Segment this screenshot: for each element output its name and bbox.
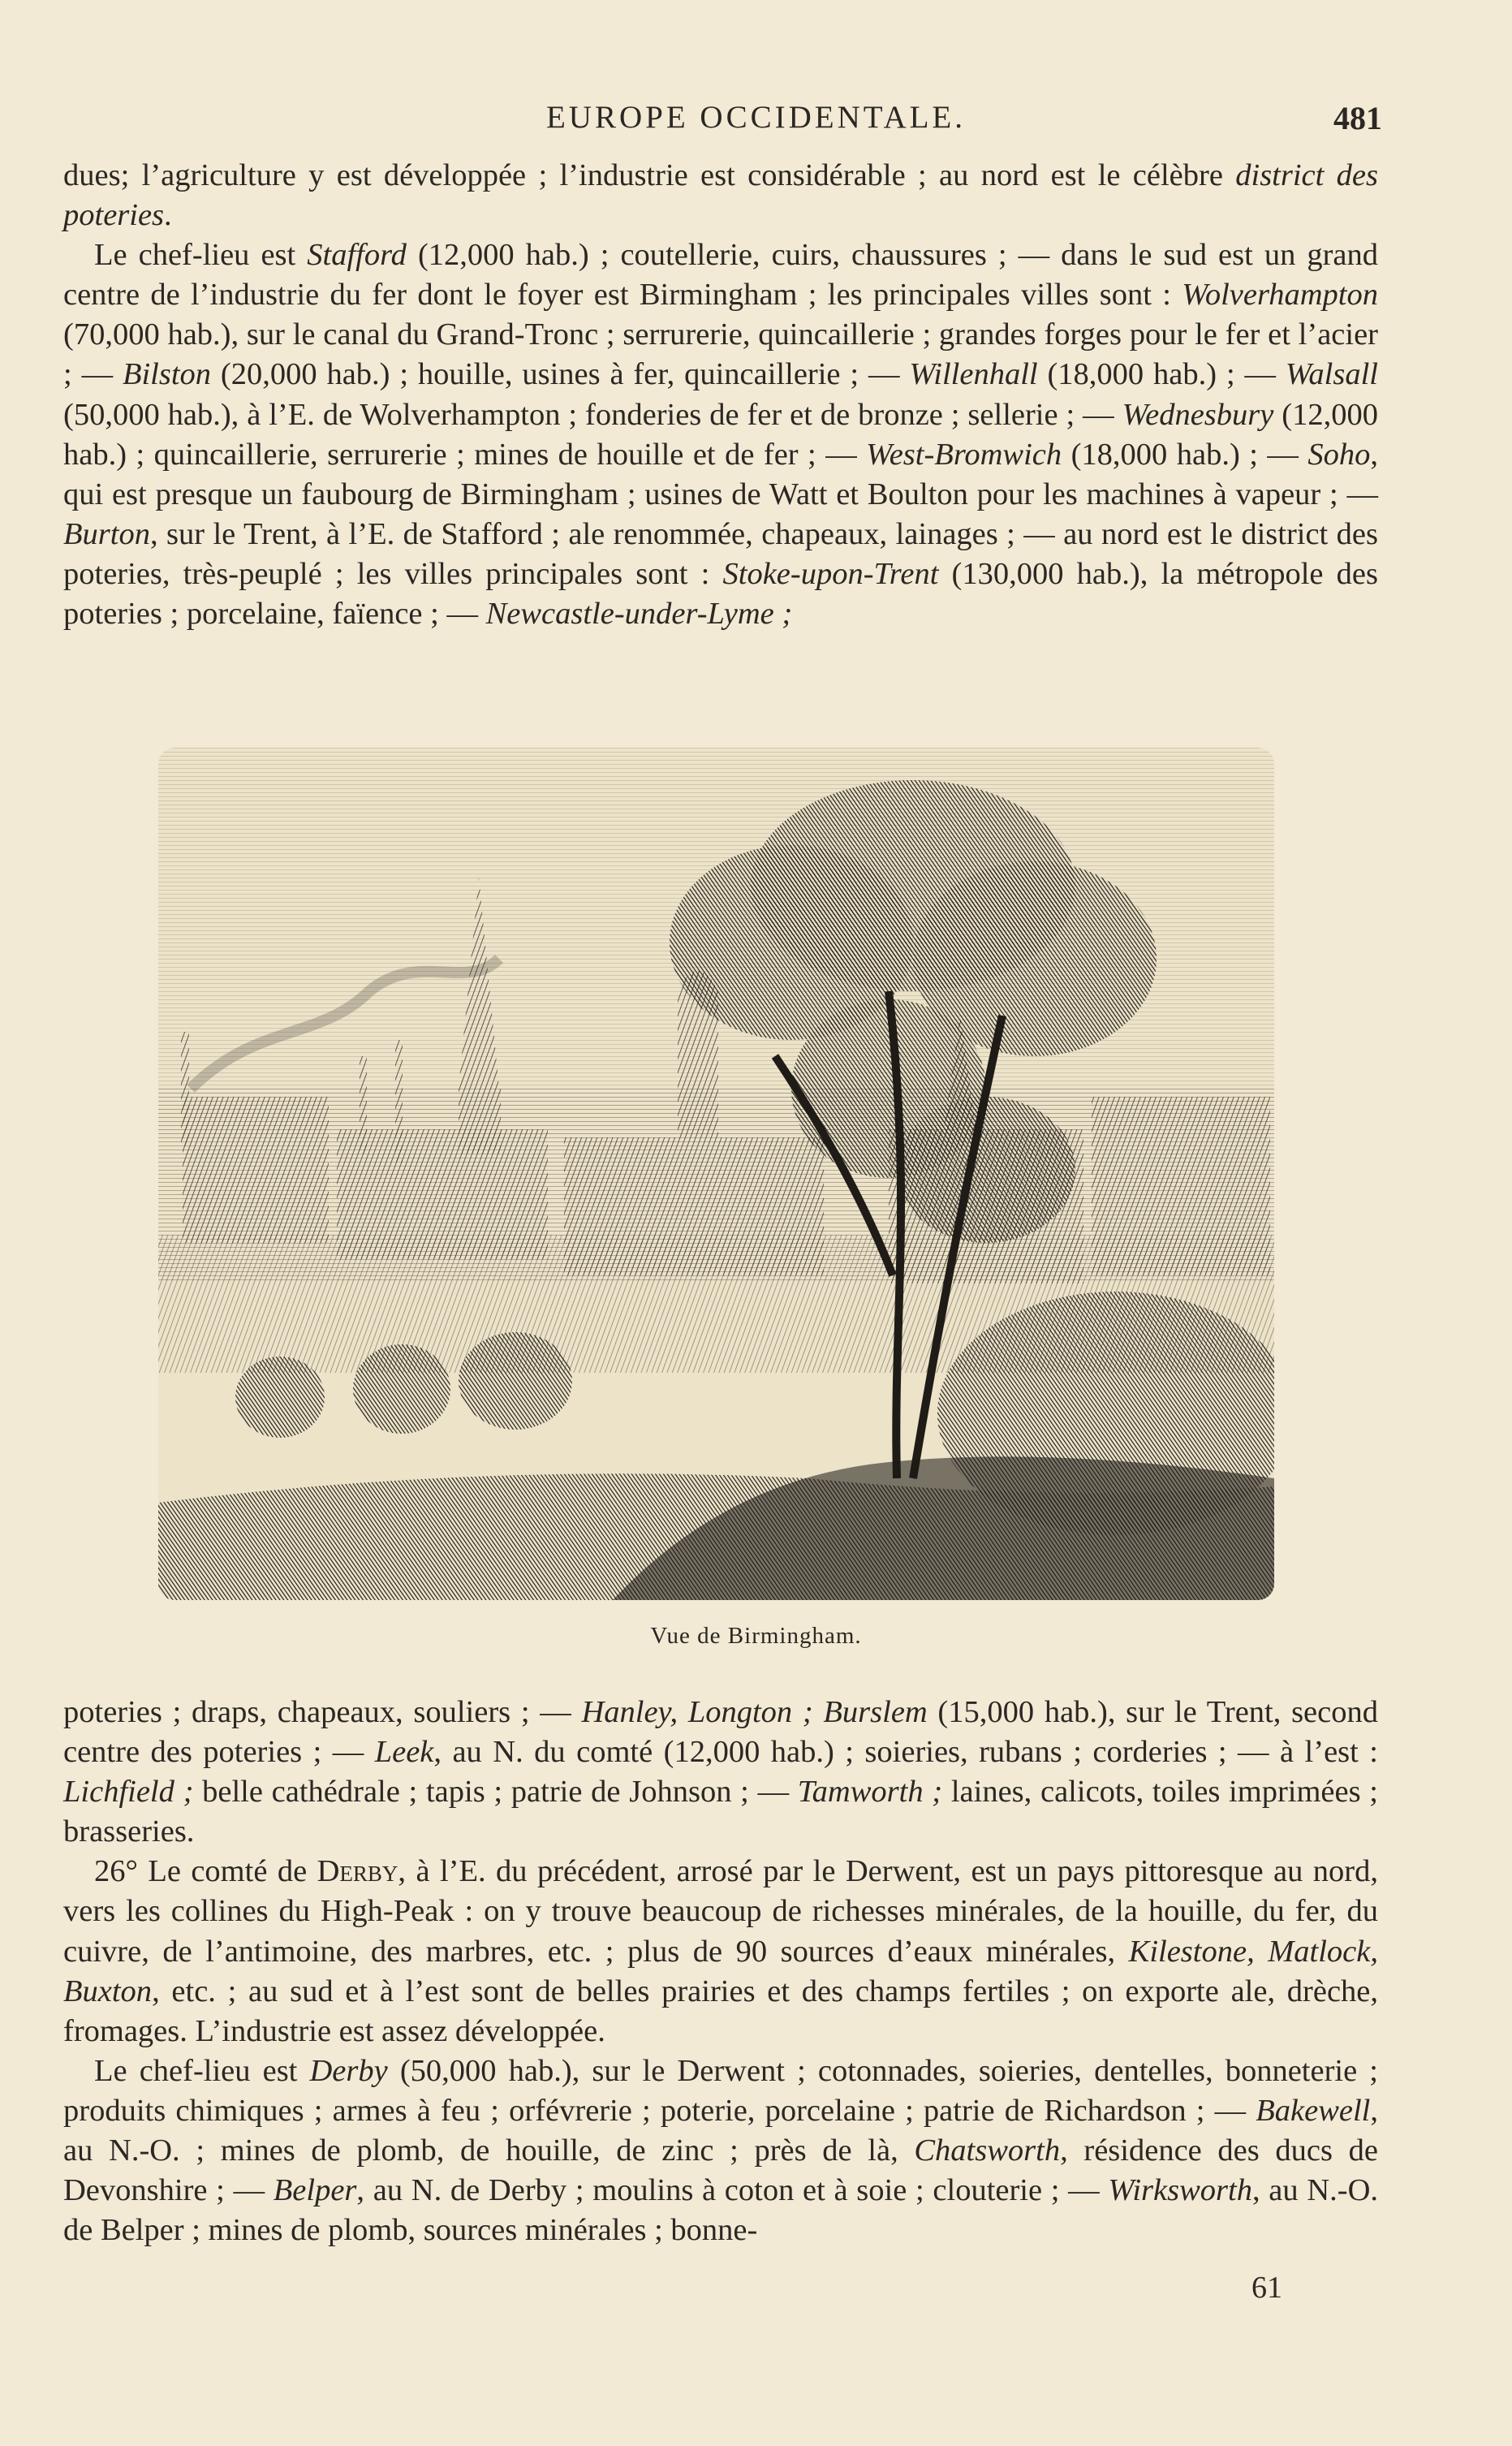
text-run: (70,000 hab.), sur le canal du Grand-Tronc ; serrurerie, quincaillerie ; grandes forges pour le fer et l’acier ; — [63, 317, 1378, 392]
text-run: (15,000 hab.), sur le Trent, second centre des poteries ; — [63, 1695, 1378, 1770]
text-run: (20,000 hab.) ; houille, usines à fer, quincaillerie ; — [211, 357, 910, 392]
figure-caption: Vue de Birmingham. [650, 1623, 862, 1649]
italic-run: Belper [273, 2173, 357, 2208]
italic-run: Stafford [307, 238, 407, 273]
italic-run: Leek [374, 1735, 434, 1770]
smallcaps-run: Derby [317, 1854, 398, 1889]
italic-run: Walsall [1285, 357, 1378, 392]
text-run: , au N.-O. ; mines de plomb, de houille, de zinc ; près de là, [63, 2093, 1378, 2168]
text-run: , au N. du comté (12,000 hab.) ; soieries, rubans ; corderies ; — à l’est : [433, 1735, 1378, 1770]
signature-mark: 61 [1251, 2271, 1282, 2305]
engraving-birmingham [158, 748, 1274, 1600]
text-run: (12,000 hab.) ; coutellerie, cuirs, chaussures ; — dans le sud est un grand centre de l’industrie du fer dont le foyer est Birmingham ; les principales villes sont : [63, 238, 1379, 313]
text-run: laines, calicots, toiles imprimées ; brasseries. [63, 1775, 1378, 1849]
text-block-bottom [63, 1693, 1378, 2250]
text-block-top [63, 156, 1378, 634]
text-run: . [164, 198, 172, 233]
text-run: (18,000 hab.) ; — [1062, 437, 1308, 472]
paragraph [63, 235, 1378, 634]
text-run: , au N. de Derby ; moulins à coton et à soie ; clouterie ; — [356, 2173, 1109, 2208]
running-title: EUROPE OCCIDENTALE. [545, 100, 967, 135]
text-run: (50,000 hab.), à l’E. de Wolverhampton ; fonderies de fer et de bronze ; sellerie ; — [63, 397, 1122, 432]
text-run: , etc. ; au sud et à l’est sont de belles prairies et des champs fertiles ; on exporte ale, drèche, fromages. L’industrie est assez développée. [63, 1974, 1378, 2048]
italic-run: Burton [63, 516, 150, 551]
italic-run: Chatsworth [914, 2133, 1061, 2168]
text-run: (18,000 hab.) ; — [1037, 357, 1286, 392]
italic-run: Soho [1307, 437, 1371, 472]
paragraph [63, 156, 1378, 235]
text-run: Le chef-lieu est [94, 2053, 310, 2088]
italic-run: West-Bromwich [866, 437, 1062, 472]
paragraph [63, 1693, 1378, 1852]
italic-run: Wolverhampton [1182, 278, 1378, 313]
paragraph [63, 2051, 1378, 2250]
text-run: dues; l’agriculture y est développée ; l’industrie est considérable ; au nord est le célèbre [63, 158, 1236, 192]
text-run: (130,000 hab.), la métropole des poteries ; porcelaine, faïence ; — [63, 556, 1379, 632]
italic-run: Willenhall [909, 357, 1038, 392]
page-number: 481 [1333, 100, 1382, 136]
italic-run: Kilestone, Matlock, Buxton [63, 1934, 1378, 2008]
italic-run: district des poteries [63, 158, 1378, 233]
italic-run: Newcastle-under-Lyme ; [485, 597, 793, 632]
italic-run: Bilston [122, 357, 212, 392]
text-run: , sur le Trent, à l’E. de Stafford ; ale renommée, chapeaux, lainages ; — au nord est le district des poteries, très-peuplé ; les villes principales sont : [63, 516, 1378, 591]
running-head [0, 96, 1512, 145]
italic-run: Derby [309, 2053, 388, 2088]
text-run: , qui est presque un faubourg de Birmingham ; usines de Watt et Boulton pour les machines à vapeur ; — [63, 437, 1378, 511]
italic-run: Bakewell [1256, 2093, 1371, 2128]
text-run: , à l’E. du précédent, arrosé par le Derwent, est un pays pittoresque au nord, vers les collines du High-Peak : on y trouve beaucoup de richesses minérales, de la houille, du fer, du cuivre, de l’antimoine, des marbres, etc. ; plus de 90 sources d’eaux minérales, [63, 1854, 1378, 1969]
italic-run: Stoke-upon-Trent [722, 556, 939, 591]
italic-run: Hanley, Longton ; Burslem [581, 1695, 928, 1729]
text-run: belle cathédrale ; tapis ; patrie de Johnson ; — [193, 1775, 798, 1810]
text-run: poteries ; draps, chapeaux, souliers ; — [63, 1695, 582, 1729]
text-run: 26° Le comté de [94, 1854, 317, 1889]
paragraph [63, 1852, 1378, 2051]
text-run: (12,000 hab.) ; quincaillerie, serrurerie ; mines de houille et de fer ; — [63, 397, 1378, 472]
text-run: , au N.-O. de Belper ; mines de plomb, sources minérales ; bonne- [63, 2173, 1378, 2248]
text-run: (50,000 hab.), sur le Derwent ; cotonnades, soieries, dentelles, bonneterie ; produits chimiques ; armes à feu ; orfévrerie ; poterie, porcelaine ; patrie de Richardson ; — [63, 2053, 1378, 2128]
text-run: , résidence des ducs de Devonshire ; — [63, 2133, 1378, 2208]
italic-run: Lichfield ; [63, 1775, 194, 1810]
text-run: Le chef-lieu est [94, 238, 308, 273]
italic-run: Wirksworth [1108, 2173, 1252, 2208]
italic-run: Tamworth ; [797, 1775, 943, 1810]
italic-run: Wednesbury [1122, 397, 1274, 432]
